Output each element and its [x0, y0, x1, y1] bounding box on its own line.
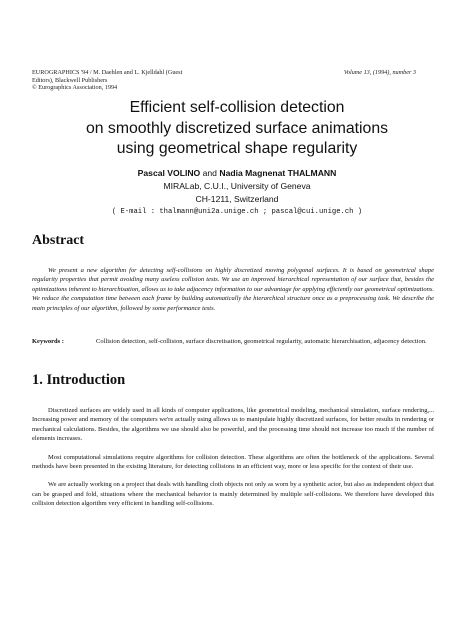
- abstract-heading: Abstract: [32, 233, 85, 248]
- title-line-2: on smoothly discretized surface animations: [85, 119, 389, 137]
- address: CH-1211, Switzerland: [195, 194, 279, 204]
- keywords-label: Keywords :: [32, 338, 64, 345]
- section-heading-introduction: 1. Introduction: [32, 372, 126, 388]
- header-line-1: EUROGRAPHICS '94 / M. Daehlen and L. Kjelldahl (Guest: [32, 69, 183, 76]
- affiliation: MIRALab, C.U.I., University of Geneva: [163, 181, 311, 191]
- paper-title: [40, 98, 434, 160]
- keywords-text: Collision detection, self-collision, surface discretisation, geometrical regularity, automatic hierarchisation, adjacency detection.: [96, 338, 427, 345]
- author-1: Pascal VOLINO: [137, 168, 201, 178]
- author-conjunction: and: [202, 168, 217, 178]
- journal-header: [32, 69, 302, 92]
- paragraph: We are actually working on a project that deals with handling cloth objects not only as worn by a synthetic actor, but also as independent object that can be grasped and fold, situations where the mechanical behavior is mainly determined by multiple self-collisions. We therefore have developed this collision detection algorithm very efficient in handling self-collisions.: [32, 481, 434, 508]
- paragraph: Most computational simulations require algorithms for collision detection. These algorithms are often the bottleneck of the applications. Several methods have been presented in the existing literature, for detecting collisions in an efficient way, more or less specific for the context of their use.: [32, 453, 434, 471]
- paragraph: Discretized surfaces are widely used in all kinds of computer applications, like geometrical modeling, mechanical simulation, surface rendering,... Increasing power and memory of the computers we're actually using allows us to manipulate highly discretized surfaces, for better results in rendering or mechanical calculations. Besides, the algorithms we use should also be powerful, and the processing time should not increase too much if the number of elements increases.: [32, 407, 434, 443]
- header-line-3: © Eurographics Association, 1994: [32, 84, 118, 92]
- author-block: [40, 167, 434, 219]
- title-line-1: Efficient self-collision detection: [129, 99, 345, 116]
- keywords: [32, 337, 434, 346]
- title-line-3: using geometrical shape regularity: [116, 140, 358, 157]
- header-line-2: Editors), Blackwell Publishers: [32, 76, 108, 84]
- introduction-body: [32, 406, 434, 518]
- abstract-text: We present a new algorithm for detecting self-collisions on highly discretized moving polygonal surfaces. It is based on geometrical shape regularity properties that permit avoiding many useless collision tests. We use an improved hierarchical representation of our surface that, besides the optimizations inherent to hierarchisation, allows us to take adjacency information to our advantage for applying efficiently our geometrical optimizations. We reduce the computation time between each frame by building automatically the hierarchical structure once as a preprocessing task. We describe the main principles of our algorithm, followed by some performance tests.: [32, 267, 434, 312]
- volume-info: Volume 13, (1994), number 3: [343, 69, 416, 76]
- author-names: [40, 167, 434, 180]
- email-line: ( E-mail : thalmann@uni2a.unige.ch ; pascal@cui.unige.ch ): [111, 208, 363, 216]
- author-2: Nadia Magnenat THALMANN: [219, 168, 337, 178]
